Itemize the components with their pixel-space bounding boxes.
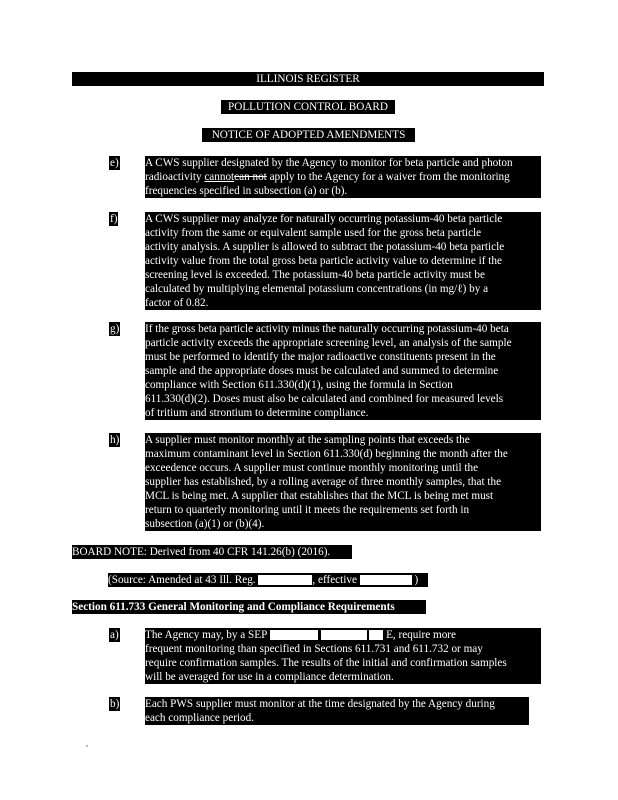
- text-line: frequencies specified in subsection (a) or (b).: [145, 185, 348, 197]
- text-line: [145, 628, 541, 642]
- text-line: activity analysis. A supplier is allowed to subtract the potassium-40 beta particle: [145, 241, 505, 253]
- text-line: Each PWS supplier must monitor at the time designated by the Agency during: [145, 698, 495, 710]
- redacted-field: [321, 630, 367, 640]
- redacted-field: [360, 575, 412, 585]
- board-note: [72, 545, 352, 559]
- text-line: compliance with Section 611.330(d)(1), using the formula in Section: [145, 379, 453, 391]
- text-line: must be performed to identify the major radioactive constituents present in the: [145, 351, 496, 363]
- text-line: will be averaged for use in a compliance determination.: [145, 671, 394, 683]
- text-line: supplier has established, by a rolling average of three monthly samples, that the: [145, 476, 502, 488]
- text-line: maximum contaminant level in Section 611.330(d) beginning the month after the: [145, 448, 508, 460]
- text-line: frequent monitoring than specified in Sections 611.731 and 611.732 or may: [145, 643, 483, 655]
- register-header: [72, 72, 544, 86]
- section-heading-text: Section 611.733 General Monitoring and Compliance Requirements: [72, 601, 395, 613]
- text-line: return to quarterly monitoring until it meets the requirements set forth in: [145, 504, 470, 516]
- text-segment: apply to the Agency for a waiver from the monitoring: [266, 171, 510, 183]
- source-prefix: (Source: Amended at 43 Ill. Reg.: [108, 574, 256, 586]
- text-segment: E, require more: [386, 629, 456, 641]
- section-item-a-text: [145, 628, 541, 684]
- text-line: activity value from the total gross beta particle activity value to determine if the: [145, 255, 502, 267]
- text-line: sample and the appropriate doses must be calculated and summed to determine: [145, 365, 499, 377]
- item-g-text: [145, 322, 541, 420]
- section-item-label-a: a): [110, 629, 119, 641]
- text-line: A supplier must monitor monthly at the sampling points that exceeds the: [145, 434, 470, 446]
- item-label-g: g): [110, 323, 120, 335]
- text-line: particle activity exceeds the appropriate screening level, an analysis of the sample: [145, 337, 512, 349]
- notice-title: NOTICE OF ADOPTED AMENDMENTS: [211, 129, 406, 141]
- inserted-text: cannot: [204, 171, 235, 183]
- item-h-text: [145, 433, 541, 531]
- board-header: [221, 100, 395, 114]
- board-title: POLLUTION CONTROL BOARD: [228, 101, 388, 113]
- speck: [86, 745, 88, 747]
- source-suffix: ): [414, 574, 419, 586]
- item-label-h: h): [110, 434, 120, 446]
- text-line: A CWS supplier designated by the Agency to monitor for beta particle and photon: [145, 157, 513, 169]
- source-middle: , effective: [312, 574, 357, 586]
- text-line: A CWS supplier may analyze for naturally occurring potassium-40 beta particle: [145, 213, 503, 225]
- text-line: exceedence occurs. A supplier must continue monthly monitoring until the: [145, 462, 479, 474]
- item-label-f: f): [110, 213, 118, 225]
- notice-header: [202, 128, 415, 142]
- text-line: [145, 170, 541, 184]
- text-line: of tritium and strontium to determine compliance.: [145, 407, 369, 419]
- item-f-text: [145, 212, 541, 310]
- text-line: MCL is being met. A supplier that establishes that the MCL is being met must: [145, 490, 494, 502]
- source-line: [108, 573, 428, 587]
- section-item-label-b: b): [110, 698, 120, 710]
- redacted-field: [369, 630, 383, 640]
- section-heading: [72, 600, 426, 614]
- text-line: If the gross beta particle activity minus the naturally occurring potassium-40 beta: [145, 323, 509, 335]
- text-line: 611.330(d)(2). Doses must also be calculated and combined for measured levels: [145, 393, 504, 405]
- text-segment: radioactivity: [145, 171, 205, 183]
- text-line: require confirmation samples. The results of the initial and confirmation samples: [145, 657, 507, 669]
- item-label-e: e): [110, 157, 119, 169]
- redacted-field: [258, 575, 312, 585]
- register-title: ILLINOIS REGISTER: [256, 73, 360, 85]
- section-item-b-text: [145, 697, 529, 725]
- text-line: subsection (a)(1) or (b)(4).: [145, 518, 265, 530]
- text-segment: The Agency may, by a SEP: [145, 629, 267, 641]
- text-line: activity from the same or equivalent sample used for the gross beta particle: [145, 227, 482, 239]
- board-note-text: BOARD NOTE: Derived from 40 CFR 141.26(b) (2016).: [72, 546, 331, 558]
- text-line: screening level is exceeded. The potassium-40 beta particle activity must be: [145, 269, 485, 281]
- item-e-text: [145, 156, 541, 198]
- text-line: calculated by multiplying elemental potassium concentrations (in mg/ℓ) by a: [145, 283, 489, 295]
- redacted-field: [270, 630, 318, 640]
- text-line: each compliance period.: [145, 712, 255, 724]
- text-line: factor of 0.82.: [145, 297, 209, 309]
- deleted-text: can not: [234, 171, 267, 183]
